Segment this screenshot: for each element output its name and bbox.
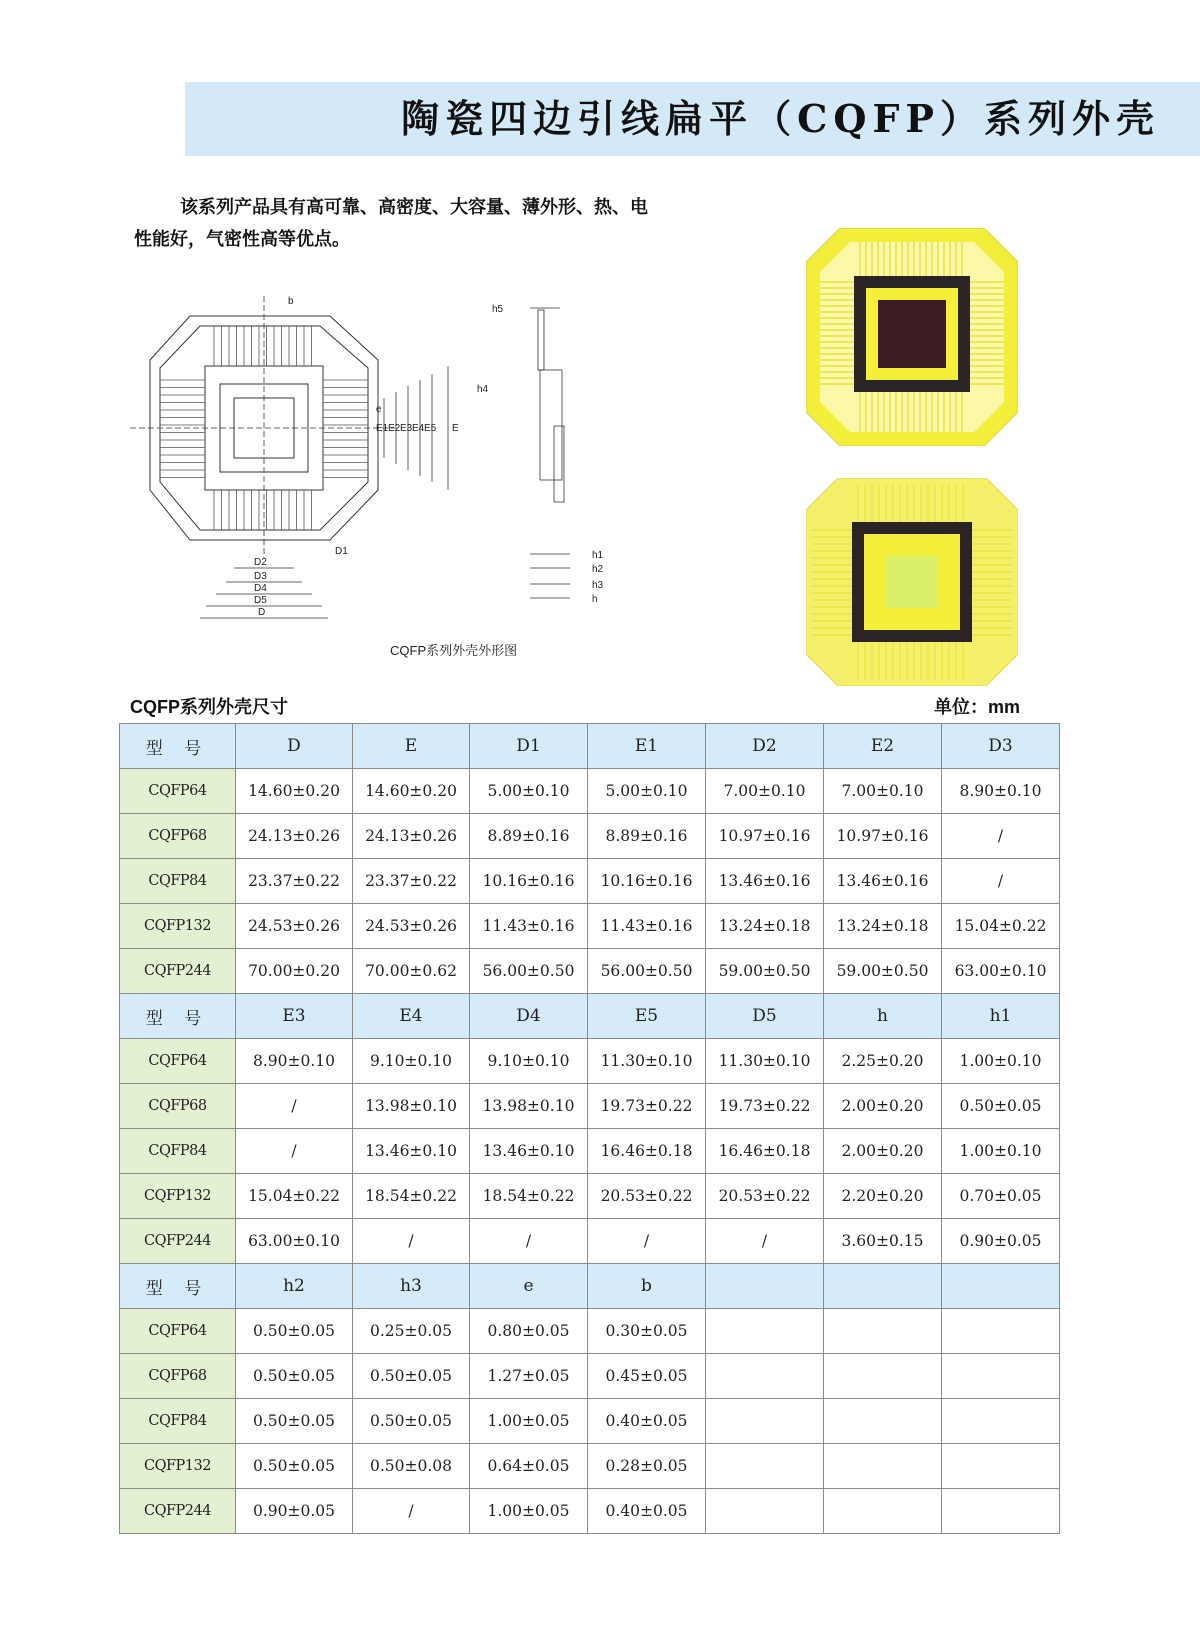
value-cell: 8.89±0.16 (470, 814, 588, 859)
value-cell: 18.54±0.22 (353, 1174, 470, 1219)
label-E2: E2 (388, 423, 401, 434)
label-D3: D3 (254, 571, 267, 582)
header-model: 型 号 (120, 1264, 236, 1309)
value-cell: 0.80±0.05 (470, 1309, 588, 1354)
model-cell: CQFP244 (120, 1489, 236, 1534)
label-b: b (288, 296, 294, 307)
value-cell: 0.30±0.05 (588, 1309, 706, 1354)
value-cell: 0.50±0.05 (353, 1354, 470, 1399)
value-cell: 10.97±0.16 (706, 814, 824, 859)
header-cell: E2 (824, 724, 942, 769)
value-cell: 8.89±0.16 (588, 814, 706, 859)
table-row (120, 904, 1060, 949)
value-cell: 13.24±0.18 (824, 904, 942, 949)
value-cell (706, 1444, 824, 1489)
model-cell: CQFP132 (120, 904, 236, 949)
value-cell: / (942, 859, 1060, 904)
label-D5: D5 (254, 595, 267, 606)
value-cell: 23.37±0.22 (236, 859, 353, 904)
value-cell (706, 1399, 824, 1444)
value-cell (942, 1489, 1060, 1534)
header-cell (706, 1264, 824, 1309)
header-cell: D5 (706, 994, 824, 1039)
table-row (120, 1309, 1060, 1354)
value-cell: 1.00±0.10 (942, 1129, 1060, 1174)
value-cell: 24.53±0.26 (353, 904, 470, 949)
value-cell: / (942, 814, 1060, 859)
header-cell (942, 1264, 1060, 1309)
header-model: 型 号 (120, 994, 236, 1039)
value-cell: 23.37±0.22 (353, 859, 470, 904)
table-row (120, 949, 1060, 994)
value-cell: / (353, 1489, 470, 1534)
value-cell (824, 1354, 942, 1399)
value-cell: 0.90±0.05 (942, 1219, 1060, 1264)
unit-label: 单位：mm (933, 697, 1020, 717)
label-D: D (258, 607, 266, 618)
value-cell: 1.27±0.05 (470, 1354, 588, 1399)
label-E1: E1 (376, 423, 389, 434)
cqfp-package-image-bottom (806, 478, 1018, 686)
table-header-row (120, 994, 1060, 1039)
model-cell: CQFP68 (120, 1354, 236, 1399)
value-cell: 7.00±0.10 (824, 769, 942, 814)
value-cell: 1.00±0.10 (942, 1039, 1060, 1084)
value-cell: 70.00±0.62 (353, 949, 470, 994)
header-cell: e (470, 1264, 588, 1309)
header-cell: E1 (588, 724, 706, 769)
value-cell (824, 1309, 942, 1354)
value-cell: / (470, 1219, 588, 1264)
model-cell: CQFP64 (120, 1039, 236, 1084)
value-cell: 63.00±0.10 (942, 949, 1060, 994)
value-cell: 59.00±0.50 (706, 949, 824, 994)
value-cell (706, 1309, 824, 1354)
outline-diagram (130, 296, 650, 666)
value-cell: 8.90±0.10 (942, 769, 1060, 814)
header-model: 型 号 (120, 724, 236, 769)
model-cell: CQFP84 (120, 1129, 236, 1174)
value-cell: 11.30±0.10 (706, 1039, 824, 1084)
value-cell: / (236, 1129, 353, 1174)
header-cell: h3 (353, 1264, 470, 1309)
label-h5: h5 (492, 304, 504, 315)
table-row (120, 1444, 1060, 1489)
model-cell: CQFP64 (120, 1309, 236, 1354)
value-cell: 11.43±0.16 (588, 904, 706, 949)
product-photo-top (806, 228, 1018, 446)
model-cell: CQFP68 (120, 1084, 236, 1129)
intro-line-1: 该系列产品具有高可靠、高密度、大容量、薄外形、热、电 (180, 197, 648, 218)
value-cell: 5.00±0.10 (470, 769, 588, 814)
header-cell: E5 (588, 994, 706, 1039)
value-cell: 0.25±0.05 (353, 1309, 470, 1354)
value-cell: 11.43±0.16 (470, 904, 588, 949)
value-cell: / (353, 1219, 470, 1264)
value-cell: 13.98±0.10 (470, 1084, 588, 1129)
value-cell (942, 1354, 1060, 1399)
table-row (120, 1129, 1060, 1174)
label-h3: h3 (592, 580, 604, 591)
header-cell: D4 (470, 994, 588, 1039)
value-cell: 19.73±0.22 (706, 1084, 824, 1129)
page-title: 陶瓷四边引线扁平（CQFP）系列外壳 (401, 96, 1160, 141)
value-cell: 0.50±0.05 (236, 1354, 353, 1399)
value-cell: 0.50±0.05 (236, 1399, 353, 1444)
value-cell: 13.98±0.10 (353, 1084, 470, 1129)
product-photo-bottom (806, 478, 1018, 686)
value-cell (824, 1444, 942, 1489)
label-h4: h4 (477, 384, 489, 395)
header-cell: D3 (942, 724, 1060, 769)
value-cell: 0.50±0.05 (942, 1084, 1060, 1129)
label-h: h (592, 594, 598, 605)
value-cell: 15.04±0.22 (942, 904, 1060, 949)
value-cell: 0.45±0.05 (588, 1354, 706, 1399)
value-cell: 1.00±0.05 (470, 1399, 588, 1444)
value-cell: 20.53±0.22 (588, 1174, 706, 1219)
table-row (120, 859, 1060, 904)
table-row (120, 1039, 1060, 1084)
value-cell: 0.50±0.05 (353, 1399, 470, 1444)
value-cell: 0.28±0.05 (588, 1444, 706, 1489)
value-cell (706, 1489, 824, 1534)
header-cell: D2 (706, 724, 824, 769)
value-cell: 9.10±0.10 (470, 1039, 588, 1084)
header-cell: E4 (353, 994, 470, 1039)
header-cell: h (824, 994, 942, 1039)
value-cell: 56.00±0.50 (588, 949, 706, 994)
value-cell: 2.00±0.20 (824, 1129, 942, 1174)
cqfp-package-image-top (806, 228, 1018, 446)
label-D2: D2 (254, 557, 267, 568)
value-cell: 10.16±0.16 (470, 859, 588, 904)
value-cell: 0.50±0.08 (353, 1444, 470, 1489)
label-h2: h2 (592, 564, 604, 575)
label-E5: E5 (424, 423, 437, 434)
table-header-row (120, 724, 1060, 769)
value-cell: 13.24±0.18 (706, 904, 824, 949)
value-cell: 13.46±0.10 (353, 1129, 470, 1174)
model-cell: CQFP64 (120, 769, 236, 814)
value-cell: 14.60±0.20 (353, 769, 470, 814)
value-cell: 70.00±0.20 (236, 949, 353, 994)
value-cell: 8.90±0.10 (236, 1039, 353, 1084)
header-cell: b (588, 1264, 706, 1309)
value-cell: 0.90±0.05 (236, 1489, 353, 1534)
header-cell: h2 (236, 1264, 353, 1309)
model-cell: CQFP132 (120, 1444, 236, 1489)
value-cell: 0.64±0.05 (470, 1444, 588, 1489)
value-cell: 9.10±0.10 (353, 1039, 470, 1084)
table-row (120, 1219, 1060, 1264)
label-E4: E4 (412, 423, 425, 434)
value-cell: 16.46±0.18 (706, 1129, 824, 1174)
table-row (120, 1399, 1060, 1444)
value-cell: 0.40±0.05 (588, 1399, 706, 1444)
model-cell: CQFP244 (120, 949, 236, 994)
diagram-caption: CQFP系列外壳外形图 (390, 643, 518, 658)
table-row (120, 1084, 1060, 1129)
value-cell: 15.04±0.22 (236, 1174, 353, 1219)
outline-drawing (130, 296, 650, 666)
table-row (120, 769, 1060, 814)
value-cell: 0.40±0.05 (588, 1489, 706, 1534)
table-row (120, 1174, 1060, 1219)
dimension-table (119, 723, 1060, 1534)
table-row (120, 814, 1060, 859)
label-E: E (452, 423, 459, 434)
value-cell: 20.53±0.22 (706, 1174, 824, 1219)
model-cell: CQFP84 (120, 859, 236, 904)
value-cell: 2.25±0.20 (824, 1039, 942, 1084)
value-cell: 3.60±0.15 (824, 1219, 942, 1264)
value-cell: 10.16±0.16 (588, 859, 706, 904)
value-cell: 10.97±0.16 (824, 814, 942, 859)
value-cell: 11.30±0.10 (588, 1039, 706, 1084)
table-header-row (120, 1264, 1060, 1309)
label-h1: h1 (592, 550, 604, 561)
table-row (120, 1354, 1060, 1399)
value-cell: 14.60±0.20 (236, 769, 353, 814)
value-cell: 59.00±0.50 (824, 949, 942, 994)
model-cell: CQFP132 (120, 1174, 236, 1219)
value-cell: 18.54±0.22 (470, 1174, 588, 1219)
value-cell: 19.73±0.22 (588, 1084, 706, 1129)
model-cell: CQFP244 (120, 1219, 236, 1264)
value-cell: 13.46±0.16 (706, 859, 824, 904)
header-cell (824, 1264, 942, 1309)
value-cell: 56.00±0.50 (470, 949, 588, 994)
value-cell: 16.46±0.18 (588, 1129, 706, 1174)
table-title: CQFP系列外壳尺寸 (130, 697, 289, 717)
value-cell (942, 1309, 1060, 1354)
value-cell: 2.20±0.20 (824, 1174, 942, 1219)
value-cell: 2.00±0.20 (824, 1084, 942, 1129)
value-cell: 0.50±0.05 (236, 1309, 353, 1354)
intro-line-2: 性能好，气密性高等优点。 (134, 229, 350, 250)
value-cell: 13.46±0.10 (470, 1129, 588, 1174)
value-cell: 24.53±0.26 (236, 904, 353, 949)
value-cell (824, 1489, 942, 1534)
value-cell: 1.00±0.05 (470, 1489, 588, 1534)
table-row (120, 1489, 1060, 1534)
value-cell: 7.00±0.10 (706, 769, 824, 814)
value-cell: / (706, 1219, 824, 1264)
model-cell: CQFP84 (120, 1399, 236, 1444)
value-cell (942, 1399, 1060, 1444)
header-cell: E3 (236, 994, 353, 1039)
value-cell: 0.50±0.05 (236, 1444, 353, 1489)
title-band (185, 82, 1200, 156)
value-cell: 24.13±0.26 (353, 814, 470, 859)
model-cell: CQFP68 (120, 814, 236, 859)
value-cell (706, 1354, 824, 1399)
header-cell: h1 (942, 994, 1060, 1039)
value-cell: 13.46±0.16 (824, 859, 942, 904)
label-D4: D4 (254, 583, 267, 594)
label-e: e (376, 404, 382, 415)
value-cell: 63.00±0.10 (236, 1219, 353, 1264)
header-cell: D (236, 724, 353, 769)
value-cell (942, 1444, 1060, 1489)
header-cell: D1 (470, 724, 588, 769)
label-D1: D1 (335, 546, 348, 557)
intro-paragraph (134, 192, 734, 256)
value-cell: / (236, 1084, 353, 1129)
value-cell: 24.13±0.26 (236, 814, 353, 859)
value-cell (824, 1399, 942, 1444)
value-cell: 0.70±0.05 (942, 1174, 1060, 1219)
value-cell: / (588, 1219, 706, 1264)
label-E3: E3 (400, 423, 413, 434)
value-cell: 5.00±0.10 (588, 769, 706, 814)
header-cell: E (353, 724, 470, 769)
